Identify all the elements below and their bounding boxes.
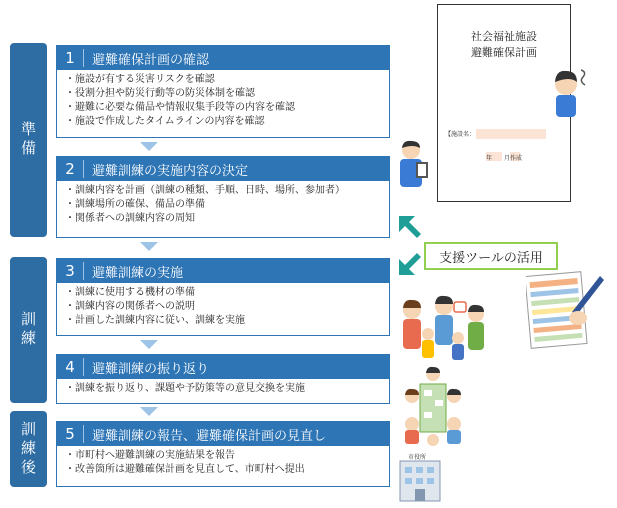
step-4-header: [57, 355, 389, 379]
step-1-title: 避難確保計画の確認: [92, 52, 210, 68]
step-4: [56, 354, 390, 404]
step-1-number: 1: [57, 49, 84, 67]
step-5: [56, 421, 390, 487]
flow-arrow: [140, 142, 158, 151]
facility-name-field: [476, 129, 546, 139]
step-4-bullet: ・ 訓練を振り返り、課題や予防策等の意見交換を実施: [65, 382, 383, 396]
step-2-bullet: ・ 訓練内容を計画（訓練の種類、手順、日時、場所、参加者）: [65, 184, 383, 198]
step-2-bullet: ・ 訓練場所の確保、備品の準備: [65, 198, 383, 212]
step-4-number: 4: [57, 358, 84, 376]
step-5-bullet: ・ 改善箇所は避難確保計画を見直して、市町村へ提出: [65, 463, 383, 477]
city-hall-label: 市役所: [408, 454, 427, 461]
step-3-number: 3: [57, 262, 84, 280]
flow-arrow: [140, 407, 158, 416]
step-5-bullet: ・ 市町村へ避難訓練の実施結果を報告: [65, 449, 383, 463]
step-4-title: 避難訓練の振り返り: [92, 361, 210, 377]
document-title-line2: 避難確保計画: [471, 46, 537, 59]
step-1-bullet: ・ 避難に必要な備品や情報収集手段等の内容を確認: [65, 101, 383, 115]
step-1: [56, 45, 390, 138]
step-2-title: 避難訓練の実施内容の決定: [92, 163, 249, 179]
step-3-header: [57, 259, 389, 283]
step-2-bullet: ・ 関係者への訓練内容の周知: [65, 212, 383, 226]
city-hall-icon: [398, 451, 442, 503]
document-date-label: 年 月作成: [486, 155, 523, 162]
facility-name-label: 【施設名：: [445, 131, 476, 138]
step-1-header: [57, 46, 389, 70]
document-title: [438, 29, 570, 61]
step-1-bullet: ・ 役割分担や防災行動等の防災体制を確認: [65, 87, 383, 101]
worried-person-icon: [548, 66, 596, 118]
step-5-header: [57, 422, 389, 446]
step-3-bullet: ・ 計画した訓練内容に従い、訓練を実施: [65, 314, 383, 328]
checklist-pen-icon: [526, 268, 606, 352]
step-3: [56, 258, 390, 336]
step-3-bullet: ・ 訓練内容の関係者への説明: [65, 300, 383, 314]
step-3-bullet: ・ 訓練に使用する機材の準備: [65, 286, 383, 300]
step-1-bullet: ・ 施設で作成したタイムラインの内容を確認: [65, 115, 383, 129]
step-2: [56, 156, 390, 238]
phase-training: 訓練: [10, 257, 47, 403]
support-tool-label: 支援ツールの活用: [424, 242, 558, 270]
step-3-title: 避難訓練の実施: [92, 265, 184, 281]
document-title-line1: 社会福祉施設: [471, 30, 537, 43]
step-5-title: 避難訓練の報告、避難確保計画の見直し: [92, 428, 327, 444]
phase-preparation: 準備: [10, 43, 47, 237]
step-2-header: [57, 157, 389, 181]
review-meeting-icon: [402, 366, 464, 450]
flow-arrow: [140, 340, 158, 349]
step-1-bullet: ・ 施設が有する災害リスクを確認: [65, 73, 383, 87]
phase-after-training: 訓練後: [10, 411, 47, 487]
flow-arrow: [140, 242, 158, 251]
planner-person-icon: [396, 138, 432, 190]
step-2-number: 2: [57, 160, 84, 178]
step-5-number: 5: [57, 425, 84, 443]
training-group-icon: [396, 292, 492, 362]
